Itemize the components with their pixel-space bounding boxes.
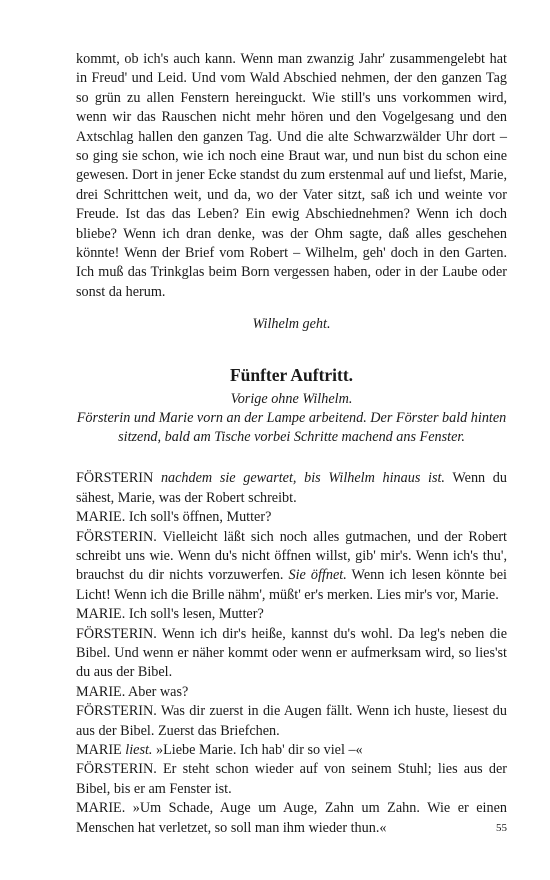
scene-subtitle: Vorige ohne Wilhelm. — [230, 391, 353, 408]
speech: Aber was? — [125, 683, 189, 700]
dialogue — [76, 469, 507, 838]
speech: »Liebe Marie. Ich hab' dir so viel –« — [152, 741, 363, 758]
speech: Vielleicht läßt sich noch alles gutmachen, und der Robert schreibt uns wie. Wenn du's nicht öffnen willst, gib' mir's. Wenn ich's thu', brauchst du dir nichts vorzuwerfen. — [76, 528, 507, 584]
speaker: FÖRSTERIN. — [76, 625, 157, 642]
speech: Er steht schon wieder auf von seinem Stuhl; lies aus der Bibel, bis er am Fenster ist. — [76, 761, 507, 797]
dialogue-line — [76, 741, 507, 760]
dialogue-line — [76, 760, 507, 799]
dialogue-line — [76, 683, 507, 702]
speech: Ich soll's lesen, Mutter? — [125, 606, 264, 623]
scene-description: Försterin und Marie vorn an der Lampe arbeitend. Der Förster bald hinten sitzend, bald am Tische vorbei Schritte machend ans Fenster. — [76, 410, 507, 446]
opening-paragraph: kommt, ob ich's auch kann. Wenn man zwanzig Jahr' zusammengelebt hat in Freud' und Leid. Und vom Wald Abschied nehmen, der den ganzen Tag so grün zu allen Fenstern hereinguckt. Wie still's uns vorkommen wird, wenn wir das Rauschen nicht mehr hören und den Vogelgesang und den Axtschlag hallen den ganzen Tag. Und die alte Schwarzwälder Uhr dort – so ging sie schon, wie ich noch eine Braut war, und nun bist du schon eine gewesen. Dort in jener Ecke standst du zum erstenmal auf und liefst, Marie, drei Schrittchen weit, und da, wo der Vater sitzt, saß ich und weinte vor Freude. Ist das das Leben? Ein ewig Abschiednehmen? Wenn ich doch bliebe? Wenn ich dran denke, was der Ohm sagte, daß alles geschehen könnte! Wenn der Brief vom Robert – Wilhelm, geh' doch in den Garten. Ich muß das Trinkglas beim Born vergessen haben, oder in der Laube oder sonst da herum. — [76, 51, 507, 300]
stage-direction: liest. — [125, 741, 153, 758]
speaker: MARIE. — [76, 509, 126, 526]
dialogue-line — [76, 625, 507, 683]
speech: Was dir zuerst in die Augen fällt. Wenn ich huste, liesest du aus der Bibel. Zuerst das Briefchen. — [76, 703, 507, 739]
page-body — [76, 50, 507, 838]
speaker: MARIE. — [76, 606, 126, 623]
speech: »Um Schade, Auge um Auge, Zahn um Zahn. Wie er einen Menschen hat verletzet, so soll man ihm wieder thun.« — [76, 800, 507, 836]
speaker: MARIE — [76, 741, 122, 758]
stage-direction: Sie öffnet. — [288, 567, 347, 584]
dialogue-line — [76, 528, 507, 606]
speech: Wenn du sähest, Marie, was der Robert schreibt. — [76, 470, 507, 506]
page-number: 55 — [496, 822, 507, 834]
dialogue-line — [76, 702, 507, 741]
speaker: MARIE. — [76, 800, 126, 817]
dialogue-line — [76, 508, 507, 527]
speaker: FÖRSTERIN. — [76, 703, 157, 720]
speaker: FÖRSTERIN — [76, 470, 154, 487]
dialogue-line — [76, 469, 507, 508]
speaker: FÖRSTERIN. — [76, 528, 157, 545]
speech: Wenn ich dir's heiße, kannst du's wohl. Da leg's neben die Bibel. Und wenn er näher kommt oder wenn er aufmerksam wird, so lies'st du aus der Bibel. — [76, 625, 507, 681]
scene-title: Fünfter Auftritt. — [229, 365, 354, 386]
speaker: FÖRSTERIN. — [76, 761, 157, 778]
speaker: MARIE. — [76, 683, 126, 700]
dialogue-line — [76, 799, 507, 838]
stage-direction-exit: Wilhelm geht. — [252, 316, 331, 333]
speech: Wenn ich lesen könnte bei Licht! Wenn ich die Brille nähm', müßt' er's merken. Lies mir's vor, Marie. — [76, 567, 507, 603]
speech: Ich soll's öffnen, Mutter? — [125, 509, 272, 526]
stage-direction: nachdem sie gewartet, bis Wilhelm hinaus ist. — [160, 470, 445, 487]
dialogue-line — [76, 605, 507, 624]
